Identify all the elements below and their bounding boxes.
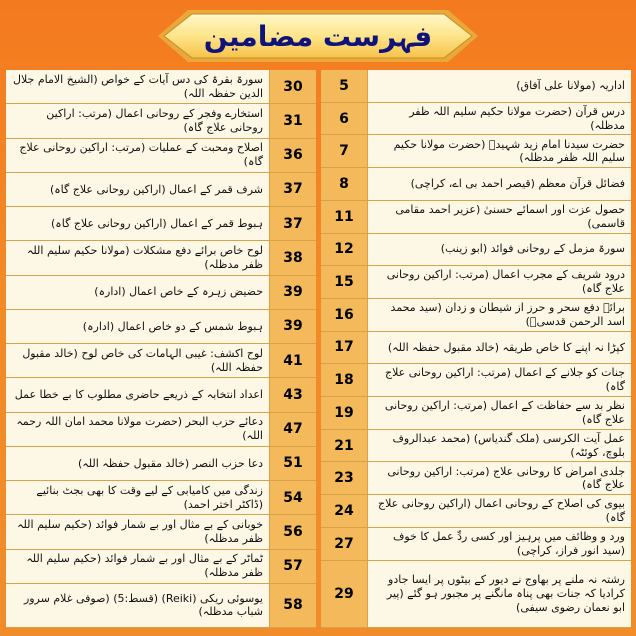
article-title: یوسوئی ریکی (Reiki) (قسط:5) (صوفی غلام سرور شباب مدظلہ) xyxy=(6,584,269,627)
toc-row xyxy=(321,168,631,201)
toc-row xyxy=(321,462,631,495)
page-number: 31 xyxy=(269,104,316,137)
article-title: اصلاح ومحبت کے عملیات (مرتب: اراکین روحانی علاج گاہ) xyxy=(6,139,269,172)
toc-row xyxy=(321,397,631,430)
article-title: جنات کو جلانے کے اعمال (مرتب: اراکین روحانی علاج گاہ) xyxy=(368,364,631,396)
article-title: حضرت سیدنا امام زید شہیدؒ (حضرت مولانا حکیم سلیم اللہ ظفر مدظلہ) xyxy=(368,135,631,167)
toc-row xyxy=(321,234,631,267)
article-title: فضائل قرآن معظم (قیصر احمد بی اے، کراچی) xyxy=(368,168,631,200)
toc-row xyxy=(6,139,316,173)
article-title: ٹماٹر کے بے مثال اور بے شمار فوائد (حکیم سلیم اللہ ظفر مدظلہ) xyxy=(6,550,269,583)
page-number: 27 xyxy=(321,528,368,560)
page-number: 7 xyxy=(321,135,368,167)
article-title: زندگی میں کامیابی کے لیے وقت کا بھی بجٹ بنائیے (ڈاکٹر اختر احمد) xyxy=(6,481,269,514)
article-title: بیوی کی اصلاح کے روحانی اعمال (اراکین روحانی علاج گاہ) xyxy=(368,495,631,527)
page-number: 37 xyxy=(269,207,316,240)
page-number: 57 xyxy=(269,550,316,583)
page-number: 8 xyxy=(321,168,368,200)
toc-row xyxy=(321,201,631,234)
toc-row xyxy=(321,364,631,397)
toc-row xyxy=(6,584,316,628)
toc-row xyxy=(321,332,631,365)
page-number: 56 xyxy=(269,515,316,548)
article-title: خوبانی کے بے مثال اور بے شمار فوائد (حکیم سلیم اللہ ظفر مدظلہ) xyxy=(6,515,269,548)
page-number: 24 xyxy=(321,495,368,527)
article-title: نظر بد سے حفاظت کے اعمال (مرتب: اراکین روحانی علاج گاہ) xyxy=(368,397,631,429)
article-title: برائے دفع سحر و حرز از شیطان و زدان (سید محمد اسد الرحمن قدسیؒ) xyxy=(368,299,631,331)
toc-row xyxy=(6,515,316,549)
page-number: 38 xyxy=(269,241,316,274)
toc-row xyxy=(6,104,316,138)
article-title: ورد و وظائف میں پرہیز اور کسی ردِّ عمل کا خوف (سید انور فراز، کراچی) xyxy=(368,528,631,560)
article-title: شرف قمر کے اعمال (اراکین روحانی علاج گاہ) xyxy=(6,173,269,206)
page-number: 39 xyxy=(269,310,316,343)
toc-row xyxy=(321,135,631,168)
page-number: 29 xyxy=(321,561,368,628)
page-number: 12 xyxy=(321,234,368,266)
toc-row xyxy=(6,70,316,104)
toc-row xyxy=(6,550,316,584)
toc-row xyxy=(6,173,316,207)
toc-row xyxy=(6,413,316,447)
article-title: لوح خاص برائے دفع مشکلات (مولانا حکیم سلیم اللہ ظفر مدظلہ) xyxy=(6,241,269,274)
article-title: سورۃ مزمل کے روحانی فوائد (ابو زینب) xyxy=(368,234,631,266)
toc-row xyxy=(6,241,316,275)
article-title: اعداد انتخابہ کے ذریعے حاضری مطلوب کا بے خطا عمل xyxy=(6,378,269,411)
page-number: 19 xyxy=(321,397,368,429)
page-number: 6 xyxy=(321,103,368,135)
toc-row xyxy=(6,207,316,241)
toc-row xyxy=(321,70,631,103)
toc-row xyxy=(321,299,631,332)
page-number: 11 xyxy=(321,201,368,233)
article-title: ہبوط شمس کے دو خاص اعمال (ادارہ) xyxy=(6,310,269,343)
toc-row xyxy=(6,481,316,515)
toc-row xyxy=(6,310,316,344)
article-title: رشتہ نہ ملنے پر بھاوج نے دیور کے بیٹوں پر ایسا جادو کرادیا کہ جنات بھی پناہ مانگنے پر مجبور ہو گئے (پیر ابو نعمان رضوی سیفی) xyxy=(368,561,631,628)
toc-row xyxy=(6,344,316,378)
article-title: عمل آیت الکرسی (ملک گندیاس) (محمد عبدالروف بلوچ، کوئٹہ) xyxy=(368,430,631,462)
article-title: کپڑا نہ اپنے کا خاص طریقہ (خالد مقبول حفظہ اللہ) xyxy=(368,332,631,364)
page-number: 51 xyxy=(269,447,316,480)
toc-row xyxy=(321,430,631,463)
page-number: 30 xyxy=(269,70,316,103)
article-title: لوح اکشف: غیبی الہامات کی خاص لوح (خالد مقبول حفظہ اللہ) xyxy=(6,344,269,377)
article-title: حضیض زہرہ کے خاص اعمال (ادارہ) xyxy=(6,276,269,309)
article-title: سورۃ بقرۃ کی دس آیات کے خواص (الشیخ الامام جلال الدین حفظہ اللہ) xyxy=(6,70,269,103)
article-title: دعا حزب النصر (خالد مقبول حفظہ اللہ) xyxy=(6,447,269,480)
article-title: درس قرآن (حضرت مولانا حکیم سلیم اللہ ظفر مدظلہ) xyxy=(368,103,631,135)
article-title: حصول عزت اور اسمائے حسنیٰ (عزیر احمد مقامی قاسمی) xyxy=(368,201,631,233)
article-title: دعائے حزب البحر (حضرت مولانا محمد امان اللہ رحمہ اللہ) xyxy=(6,413,269,446)
toc-row xyxy=(321,528,631,561)
page-title: فہرست مضامین xyxy=(203,19,433,53)
page-number: 37 xyxy=(269,173,316,206)
page-number: 58 xyxy=(269,584,316,627)
page-number: 54 xyxy=(269,481,316,514)
page-number: 36 xyxy=(269,139,316,172)
page-number: 18 xyxy=(321,364,368,396)
page-number: 41 xyxy=(269,344,316,377)
page-number: 47 xyxy=(269,413,316,446)
article-title: اداریہ (مولانا علی آفاق) xyxy=(368,70,631,102)
article-title: درود شریف کے مجرب اعمال (مرتب: اراکین روحانی علاج گاہ) xyxy=(368,266,631,298)
toc-row xyxy=(321,561,631,629)
page-number: 23 xyxy=(321,462,368,494)
page-number: 17 xyxy=(321,332,368,364)
toc-row xyxy=(321,266,631,299)
toc-row xyxy=(321,495,631,528)
article-title: استخارے وفجر کے روحانی اعمال (مرتب: اراکین روحانی علاج گاہ) xyxy=(6,104,269,137)
toc-row xyxy=(6,276,316,310)
page-number: 5 xyxy=(321,70,368,102)
toc-right-column xyxy=(321,70,631,628)
page-number: 15 xyxy=(321,266,368,298)
article-title: ہبوط قمر کے اعمال (اراکین روحانی علاج گاہ) xyxy=(6,207,269,240)
article-title: جلدی امراض کا روحانی علاج (مرتب: اراکین روحانی علاج گاہ) xyxy=(368,462,631,494)
page-number: 43 xyxy=(269,378,316,411)
toc-row xyxy=(6,447,316,481)
toc-left-column xyxy=(6,70,316,628)
toc-row xyxy=(321,103,631,136)
page-number: 21 xyxy=(321,430,368,462)
toc-row xyxy=(6,378,316,412)
page-number: 16 xyxy=(321,299,368,331)
title-banner xyxy=(158,8,478,64)
page-number: 39 xyxy=(269,276,316,309)
